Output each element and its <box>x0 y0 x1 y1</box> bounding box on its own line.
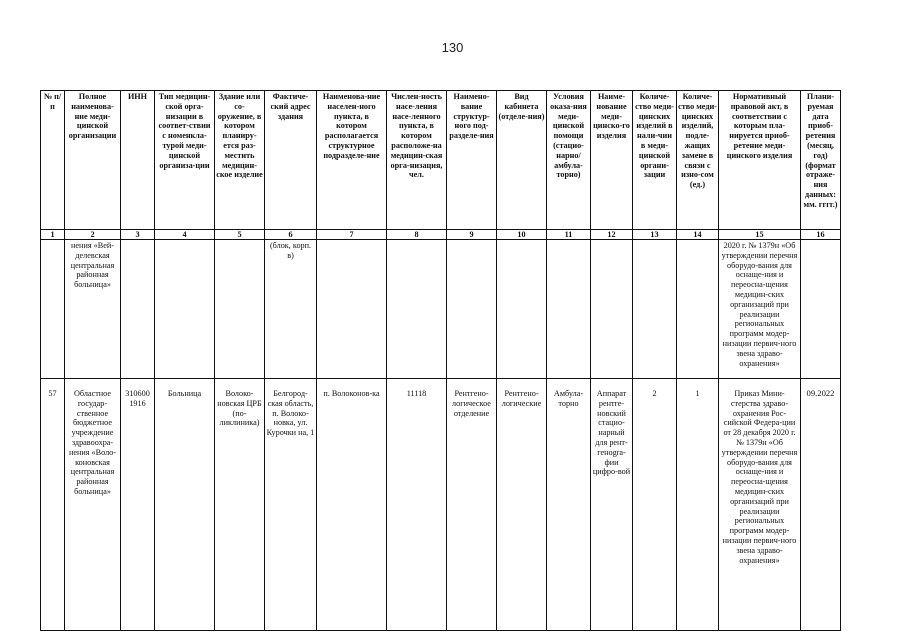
header-cell: Наименова-ние населен-ного пункта, в котором располагается структурное подразделе-ние <box>317 91 387 230</box>
cell-legal-act: 2020 г. № 1379н «Об утверждении перечня оборудо-вания для оснаще-ния и переосна-щения медицин-ских организаций при реализации региональных программ модер-низации первич-ного звена здраво-охранения» <box>719 240 801 379</box>
column-number: 4 <box>155 230 215 240</box>
column-number: 11 <box>547 230 591 240</box>
table-row-57 <box>41 379 841 631</box>
cell-address: (блок, корп. в) <box>265 240 317 379</box>
header-cell: Нормативный правовой акт, в соответствии с которым пла-нируется приоб-ретение меди-цинского изделия <box>719 91 801 230</box>
column-number: 10 <box>497 230 547 240</box>
header-cell: Условия оказа-ния меди-цинской помощи (стацио-нарно/ амбула-торно) <box>547 91 591 230</box>
column-number: 15 <box>719 230 801 240</box>
cell-org-type: Больница <box>155 379 215 631</box>
cell-address: Белгород-ская область, п. Волоко-новка, ул. Курочки на, 1 <box>265 379 317 631</box>
header-cell: Наиме-нование меди-цинско-го изделия <box>591 91 633 230</box>
header-cell: Количе-ство меди-цинских изделий в нали-чии в меди-цинской органи-зации <box>633 91 677 230</box>
cell-number: 57 <box>41 379 65 631</box>
cell-empty <box>633 240 677 379</box>
cell-org-name: нения «Вей-делевская центральная районная больница» <box>65 240 121 379</box>
column-number-row <box>41 230 841 240</box>
cell-subdivision: Рентгено-логическое отделение <box>447 379 497 631</box>
cell-building: Волоко-новская ЦРБ (по-ликлиника) <box>215 379 265 631</box>
column-number: 1 <box>41 230 65 240</box>
cell-empty <box>591 240 633 379</box>
equipment-table <box>40 90 841 631</box>
column-number: 8 <box>387 230 447 240</box>
header-cell: Вид кабинета (отделе-ния) <box>497 91 547 230</box>
cell-empty <box>387 240 447 379</box>
cell-population: 11118 <box>387 379 447 631</box>
header-cell: Числен-ность насе-ления насе-ленного пункта, в котором расположе-на медицин-ская орга-низация, чел. <box>387 91 447 230</box>
header-cell: Здание или со-оружение, в котором планиру-ется раз-местить медицин-ское изделие <box>215 91 265 230</box>
column-number: 7 <box>317 230 387 240</box>
cell-empty <box>121 240 155 379</box>
cell-legal-act: Приказ Мини-стерства здраво-охранения Рос-сийской Федера-ции от 28 декабря 2020 г. № 1379н «Об утверждении перечня оборудо-вания для оснаще-ния и переосна-щения медицин-ских организаций при реализации региональных программ модер-низации первич-ного звена здраво-охранения» <box>719 379 801 631</box>
header-cell: ИНН <box>121 91 155 230</box>
header-cell: Тип медицин-ской орга-низации в соответ-ствии с номенкла-турой меди-цинской организа-ции <box>155 91 215 230</box>
column-number: 14 <box>677 230 719 240</box>
header-cell: Наимено-вание структур-ного под-разделе-ния <box>447 91 497 230</box>
cell-empty <box>801 240 841 379</box>
column-number: 2 <box>65 230 121 240</box>
column-number: 13 <box>633 230 677 240</box>
table-row-continued <box>41 240 841 379</box>
cell-empty <box>317 240 387 379</box>
cell-empty <box>41 240 65 379</box>
column-number: 12 <box>591 230 633 240</box>
column-number: 3 <box>121 230 155 240</box>
cell-empty <box>547 240 591 379</box>
page-number: 130 <box>441 40 464 55</box>
column-number: 5 <box>215 230 265 240</box>
cell-settlement: п. Волоконов-ка <box>317 379 387 631</box>
column-number: 6 <box>265 230 317 240</box>
cell-inn: 310600 1916 <box>121 379 155 631</box>
header-cell: Количе-ство меди-цинских изделий, подле-жащих замене в связи с изно-сом (ед.) <box>677 91 719 230</box>
header-row <box>41 91 841 230</box>
cell-planned-date: 09.2022 <box>801 379 841 631</box>
cell-empty <box>447 240 497 379</box>
cell-conditions: Амбула-торно <box>547 379 591 631</box>
cell-replace: 1 <box>677 379 719 631</box>
header-cell: Фактиче-ский адрес здания <box>265 91 317 230</box>
cell-empty <box>677 240 719 379</box>
cell-empty <box>215 240 265 379</box>
header-cell: № п/п <box>41 91 65 230</box>
header-cell: Полное наименова-ние меди-цинской организации <box>65 91 121 230</box>
header-cell: Плани-руемая дата приоб-ретения (месяц, год) (формат отраже-ния данных: мм. гггг.) <box>801 91 841 230</box>
cell-device: Аппарат рентге-новский стацио-нарный для рент-генogra-фии цифро-вой <box>591 379 633 631</box>
cell-empty <box>497 240 547 379</box>
column-number: 16 <box>801 230 841 240</box>
cell-available: 2 <box>633 379 677 631</box>
cell-empty <box>155 240 215 379</box>
column-number: 9 <box>447 230 497 240</box>
cell-org-name: Областное государ-ственное бюджетное учреждение здравоохра-нения «Воло-коновская центральная районная больница» <box>65 379 121 631</box>
cell-cabinet: Рентгено-логические <box>497 379 547 631</box>
